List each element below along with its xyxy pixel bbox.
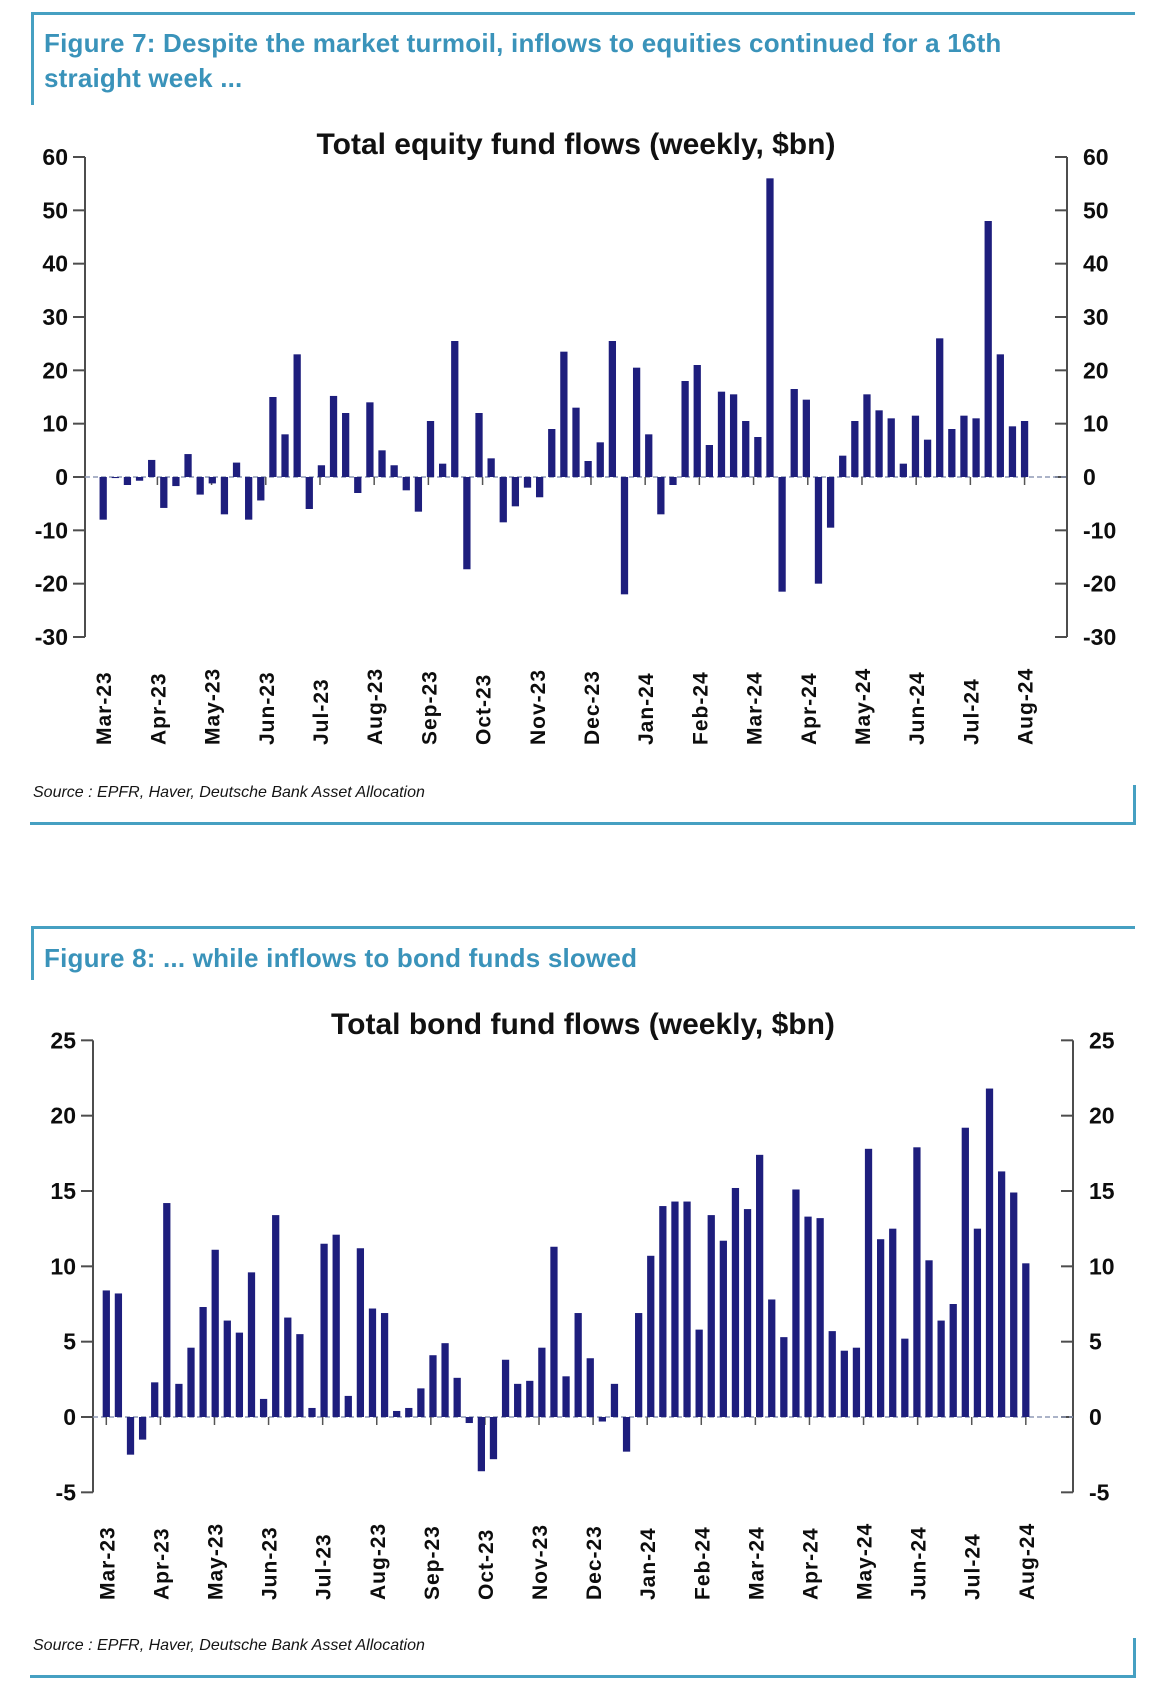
- figure-8-caption: [44, 941, 1134, 976]
- x-tick-label: Dec-23: [580, 670, 604, 745]
- x-tick-label: Oct-23: [474, 1528, 498, 1600]
- y-tick-label-right: 5: [1089, 1328, 1102, 1355]
- bar: [236, 1333, 243, 1417]
- bar: [863, 394, 870, 477]
- bar: [451, 341, 458, 477]
- bar: [260, 1399, 267, 1417]
- y-tick-label-left: 0: [63, 1404, 76, 1430]
- figure-7-caption: [44, 26, 1134, 96]
- bar: [985, 221, 992, 477]
- y-tick-label-right: 10: [1089, 1253, 1115, 1280]
- bar: [730, 394, 737, 477]
- x-tick-label: Jul-24: [961, 1533, 985, 1600]
- y-tick-label-right: -20: [1083, 570, 1117, 597]
- bar: [538, 1348, 545, 1417]
- x-tick-label: May-24: [853, 1522, 877, 1600]
- bar: [333, 1235, 340, 1417]
- bar: [524, 477, 531, 488]
- x-tick-label: Jul-24: [960, 678, 984, 745]
- y-tick-label-left: -20: [34, 570, 68, 597]
- bar: [163, 1203, 170, 1417]
- bar: [1021, 421, 1028, 477]
- bar: [441, 1343, 448, 1417]
- bar: [466, 1417, 473, 1423]
- y-tick-label-right: 15: [1089, 1177, 1115, 1204]
- bar: [187, 1348, 194, 1417]
- x-tick-label: Aug-24: [1014, 667, 1038, 745]
- bar: [393, 1411, 400, 1417]
- y-tick-label-left: 50: [42, 197, 68, 224]
- bar: [960, 416, 967, 477]
- bar: [803, 400, 810, 477]
- bar: [657, 477, 664, 514]
- bar: [718, 392, 725, 477]
- figure-8-source: Source : EPFR, Haver, Deutsche Bank Asset Allocation: [33, 1637, 425, 1654]
- bar: [901, 1339, 908, 1417]
- bar: [853, 1348, 860, 1417]
- bar: [514, 1384, 521, 1417]
- bar: [378, 450, 385, 477]
- y-tick-label-right: -30: [1083, 623, 1117, 650]
- bar: [391, 465, 398, 477]
- x-tick-label: Sep-23: [420, 1525, 444, 1600]
- y-tick-label-left: 5: [63, 1328, 76, 1355]
- x-tick-label: Jun-23: [258, 1526, 282, 1600]
- bar: [696, 1330, 703, 1417]
- bar: [112, 477, 119, 478]
- bar: [925, 1260, 932, 1417]
- y-tick-label-left: -10: [34, 517, 68, 544]
- bar: [296, 1334, 303, 1417]
- bar: [584, 461, 591, 477]
- bar: [597, 442, 604, 477]
- x-tick-label: Aug-23: [364, 667, 388, 745]
- bar: [548, 429, 555, 477]
- bar: [1022, 1263, 1029, 1417]
- bar: [272, 1215, 279, 1417]
- bar: [439, 464, 446, 477]
- x-tick-label: Apr-23: [147, 672, 171, 745]
- bar: [184, 454, 191, 477]
- y-tick-label-right: -5: [1089, 1479, 1110, 1506]
- x-tick-label: Apr-24: [797, 672, 821, 745]
- x-tick-label: Mar-24: [743, 671, 767, 745]
- bar: [694, 365, 701, 477]
- x-tick-label: Feb-24: [689, 671, 713, 745]
- x-tick-label: Apr-23: [150, 1527, 174, 1600]
- y-tick-label-right: 50: [1083, 197, 1109, 224]
- bond-fund-flows-chart: [0, 1000, 1174, 1630]
- bar: [294, 354, 301, 477]
- bar: [330, 396, 337, 477]
- bar: [659, 1206, 666, 1417]
- x-tick-label: Feb-24: [691, 1526, 715, 1600]
- bar: [354, 477, 361, 493]
- bar: [512, 477, 519, 506]
- x-tick-label: Mar-23: [96, 1526, 120, 1600]
- bar: [233, 463, 240, 477]
- y-tick-label-right: 20: [1089, 1102, 1115, 1129]
- bar: [708, 1215, 715, 1417]
- bar: [560, 352, 567, 477]
- chart-title-bond: Total bond fund flows (weekly, $bn): [331, 1008, 835, 1041]
- bar: [647, 1256, 654, 1417]
- x-tick-label: Apr-24: [799, 1527, 823, 1600]
- bar: [160, 477, 167, 508]
- bar: [669, 477, 676, 485]
- bar: [403, 477, 410, 490]
- y-tick-label-right: 60: [1083, 144, 1109, 171]
- x-tick-label: Mar-24: [745, 1526, 769, 1600]
- bar: [937, 1321, 944, 1417]
- y-tick-label-left: -5: [55, 1479, 76, 1506]
- y-tick-label-left: -30: [34, 623, 68, 650]
- bar: [197, 477, 204, 495]
- y-tick-label-right: -10: [1083, 517, 1117, 544]
- bar: [427, 421, 434, 477]
- bar: [212, 1250, 219, 1417]
- bar: [720, 1241, 727, 1417]
- bar: [900, 464, 907, 477]
- figure-7-top-border: [31, 12, 1135, 15]
- bar: [199, 1307, 206, 1417]
- y-tick-label-left: 0: [55, 464, 68, 490]
- y-tick-label-left: 10: [50, 1253, 76, 1280]
- bar: [487, 458, 494, 477]
- bar: [827, 477, 834, 528]
- bar: [780, 1337, 787, 1417]
- y-tick-label-left: 40: [42, 250, 68, 277]
- bar: [587, 1358, 594, 1417]
- x-tick-label: Nov-23: [529, 1523, 553, 1600]
- bar: [924, 440, 931, 477]
- bar: [851, 421, 858, 477]
- bar: [490, 1417, 497, 1459]
- y-tick-label-left: 10: [42, 410, 68, 437]
- y-tick-label-left: 15: [50, 1177, 76, 1204]
- bar: [1010, 1193, 1017, 1417]
- figure-8-right-border-stub: [1133, 1638, 1136, 1678]
- bar: [778, 477, 785, 592]
- bar: [172, 477, 179, 486]
- bar: [645, 434, 652, 477]
- bar: [550, 1247, 557, 1417]
- bar: [791, 389, 798, 477]
- bar: [974, 1229, 981, 1417]
- bar: [463, 477, 470, 569]
- x-tick-label: Aug-24: [1015, 1522, 1039, 1600]
- bar: [429, 1355, 436, 1417]
- bar: [536, 477, 543, 497]
- bar: [209, 477, 216, 483]
- bar: [841, 1351, 848, 1417]
- y-tick-label-left: 20: [50, 1102, 76, 1129]
- bar: [417, 1388, 424, 1417]
- bar: [478, 1417, 485, 1471]
- x-tick-label: Jul-23: [309, 678, 333, 745]
- x-tick-label: Aug-23: [366, 1522, 390, 1600]
- bar: [633, 368, 640, 477]
- figure-8-left-border-stub: [31, 926, 34, 980]
- bar: [139, 1417, 146, 1440]
- x-tick-label: Jan-24: [635, 672, 659, 745]
- bar: [151, 1382, 158, 1417]
- bar: [950, 1304, 957, 1417]
- y-tick-label-left: 20: [42, 357, 68, 384]
- x-tick-label: Jul-23: [312, 1533, 336, 1600]
- bar: [744, 1209, 751, 1417]
- chart-title-equity: Total equity fund flows (weekly, $bn): [316, 128, 836, 161]
- bar: [281, 434, 288, 477]
- bar: [127, 1417, 134, 1455]
- bar: [357, 1248, 364, 1417]
- x-tick-label: Jun-24: [906, 671, 930, 745]
- y-tick-label-right: 25: [1089, 1027, 1115, 1054]
- figure-7-left-border-stub: [31, 12, 34, 105]
- bar: [817, 1218, 824, 1417]
- x-tick-label: Sep-23: [418, 670, 442, 745]
- bar: [248, 1272, 255, 1417]
- bar: [245, 477, 252, 520]
- bar: [100, 477, 107, 520]
- bar: [454, 1378, 461, 1417]
- bar: [621, 477, 628, 594]
- bar: [623, 1417, 630, 1452]
- bar: [754, 437, 761, 477]
- bar: [269, 397, 276, 477]
- bar: [972, 418, 979, 477]
- figure-8-top-border: [31, 926, 1135, 929]
- bar: [575, 1313, 582, 1417]
- bar: [405, 1408, 412, 1417]
- bar: [815, 477, 822, 584]
- x-tick-label: Jan-24: [637, 1527, 661, 1600]
- bar: [986, 1089, 993, 1417]
- bar: [562, 1376, 569, 1417]
- bar: [381, 1313, 388, 1417]
- bar: [912, 416, 919, 477]
- figure-8-bottom-border: [30, 1675, 1136, 1678]
- bar: [1009, 426, 1016, 477]
- figure-7-caption-line-2: straight week ...: [44, 63, 243, 93]
- equity-fund-flows-chart: [0, 100, 1174, 765]
- x-tick-label: Jun-23: [255, 671, 279, 745]
- bar: [366, 402, 373, 477]
- bar: [115, 1293, 122, 1417]
- bar: [175, 1384, 182, 1417]
- bar: [611, 1384, 618, 1417]
- bar: [369, 1309, 376, 1417]
- y-tick-label-right: 40: [1083, 250, 1109, 277]
- bar: [768, 1299, 775, 1417]
- bar: [756, 1155, 763, 1417]
- bar: [224, 1321, 231, 1417]
- bar: [732, 1188, 739, 1417]
- bar: [683, 1202, 690, 1417]
- x-tick-label: Oct-23: [472, 673, 496, 745]
- bar: [635, 1313, 642, 1417]
- bar: [875, 410, 882, 477]
- bar: [136, 477, 143, 481]
- bar: [148, 460, 155, 477]
- bar: [671, 1202, 678, 1417]
- bar: [792, 1189, 799, 1417]
- bar: [948, 429, 955, 477]
- bar: [913, 1147, 920, 1417]
- bar: [318, 465, 325, 477]
- bar: [599, 1417, 606, 1422]
- bar: [502, 1360, 509, 1417]
- y-tick-label-left: 30: [42, 304, 68, 331]
- x-tick-label: Mar-23: [93, 671, 117, 745]
- y-tick-label-right: 0: [1089, 1404, 1102, 1430]
- bar: [345, 1396, 352, 1417]
- bar: [998, 1171, 1005, 1417]
- y-tick-label-right: 30: [1083, 304, 1109, 331]
- figure-8-caption-line-1: Figure 8: ... while inflows to bond funds slowed: [44, 943, 638, 973]
- bar: [839, 456, 846, 477]
- y-tick-label-right: 0: [1083, 464, 1096, 490]
- bar: [889, 1229, 896, 1417]
- y-tick-label-right: 20: [1083, 357, 1109, 384]
- x-tick-label: May-23: [201, 667, 225, 745]
- bar: [284, 1318, 291, 1417]
- bar: [609, 341, 616, 477]
- y-tick-label-right: 10: [1083, 410, 1109, 437]
- bar: [221, 477, 228, 514]
- bar: [888, 418, 895, 477]
- x-tick-label: May-23: [204, 1522, 228, 1600]
- bar: [829, 1331, 836, 1417]
- bar: [475, 413, 482, 477]
- bar: [308, 1408, 315, 1417]
- bar: [103, 1290, 110, 1417]
- bar: [766, 178, 773, 477]
- y-tick-label-left: 60: [42, 144, 68, 171]
- figure-7-source: Source : EPFR, Haver, Deutsche Bank Asset Allocation: [33, 784, 425, 801]
- bar: [962, 1128, 969, 1417]
- bar: [936, 338, 943, 477]
- bar: [257, 477, 264, 500]
- bar: [681, 381, 688, 477]
- bar: [865, 1149, 872, 1417]
- bar: [706, 445, 713, 477]
- bar: [124, 477, 131, 485]
- bar: [306, 477, 313, 509]
- bar: [804, 1217, 811, 1417]
- x-tick-label: Jun-24: [907, 1526, 931, 1600]
- figure-7-caption-line-1: Figure 7: Despite the market turmoil, inflows to equities continued for a 16th: [44, 28, 1002, 58]
- x-tick-label: May-24: [851, 667, 875, 745]
- bar: [572, 408, 579, 477]
- bar: [320, 1244, 327, 1417]
- bar: [526, 1381, 533, 1417]
- x-tick-label: Nov-23: [526, 668, 550, 745]
- bar: [877, 1239, 884, 1417]
- bar: [500, 477, 507, 522]
- figure-7-bottom-border: [30, 822, 1136, 825]
- bar: [415, 477, 422, 512]
- y-tick-label-left: 25: [50, 1027, 76, 1054]
- bar: [342, 413, 349, 477]
- x-tick-label: Dec-23: [583, 1525, 607, 1600]
- figure-7-right-border-stub: [1133, 785, 1136, 825]
- bar: [997, 354, 1004, 477]
- bar: [742, 421, 749, 477]
